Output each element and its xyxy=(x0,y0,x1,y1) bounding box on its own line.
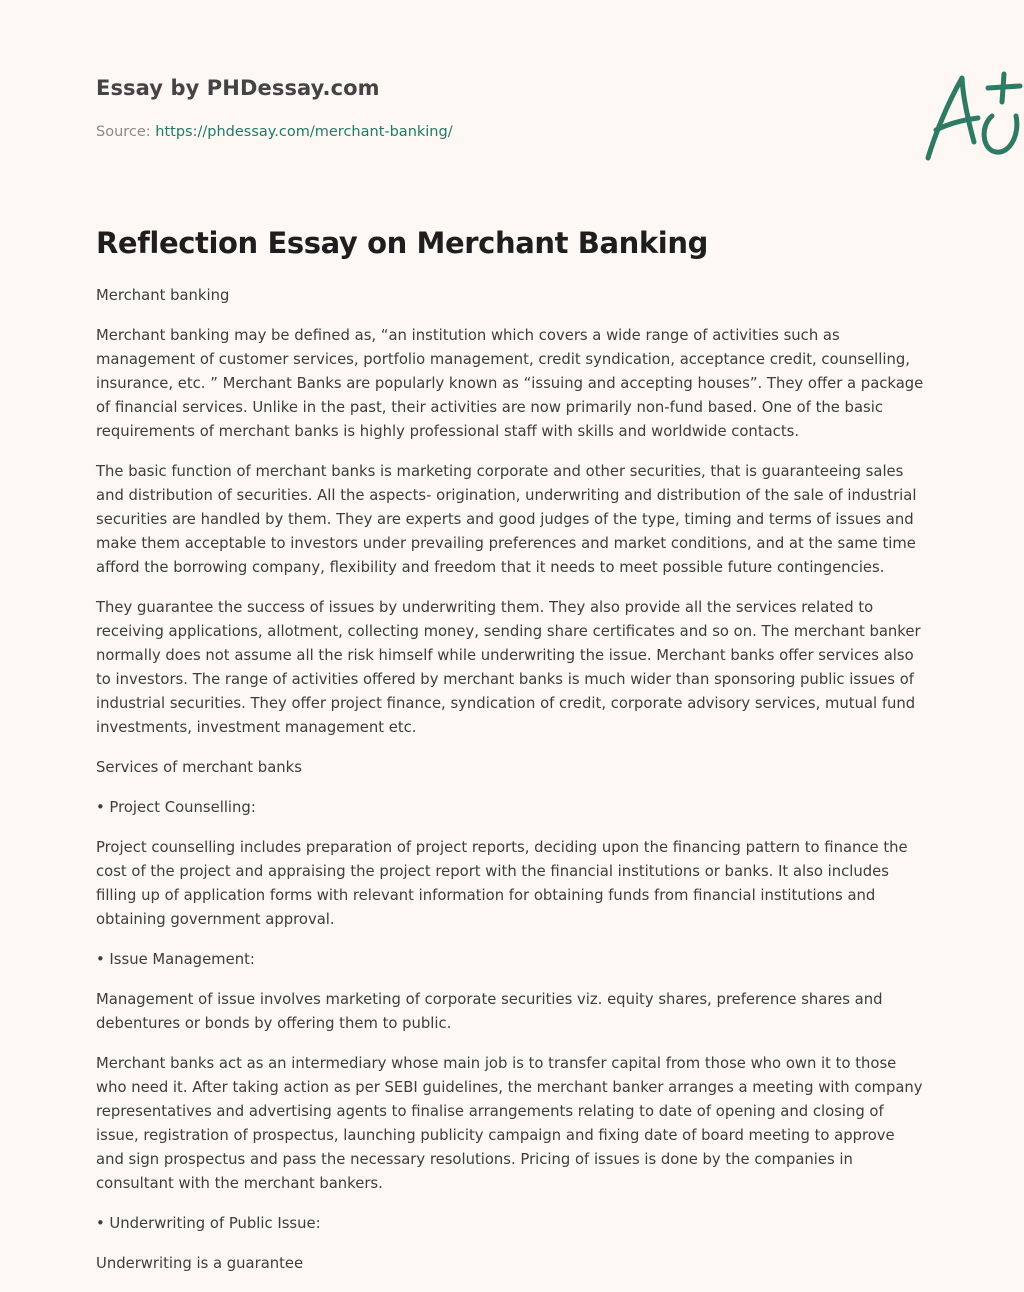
section-heading: Services of merchant banks xyxy=(96,759,302,776)
paragraph: Underwriting is a guarantee xyxy=(96,1255,304,1272)
source-line xyxy=(96,124,453,140)
source-label: Source: xyxy=(96,124,156,140)
paragraph: Merchant banking may be defined as, “an institution which covers a wide range of activities such as management of customer services, portfolio management, credit syndication, acceptance credit, counselling, insurance, etc. ” Merchant Banks are popularly known as “issuing and accepting houses”. They offer a package of financial services. Unlike in the past, their activities are now primarily non-fund based. One of the basic requirements of merchant banks is highly professional staff with skills and worldwide contacts. xyxy=(96,327,924,440)
site-brand: Essay by PHDessay.com xyxy=(96,76,380,100)
source-link[interactable]: https://phdessay.com/merchant-banking/ xyxy=(155,124,453,140)
paragraph: They guarantee the success of issues by underwriting them. They also provide all the services related to receiving applications, allotment, collecting money, sending share certificates and so on. The merchant banker normally does not assume all the risk himself while underwriting the issue. Merchant banks offer services also to investors. The range of activities offered by merchant banks is much wider than sponsoring public issues of industrial securities. They offer project finance, syndication of credit, corporate advisory services, mutual fund investments, investment management etc. xyxy=(96,599,921,736)
a-plus-grade-icon xyxy=(916,68,1024,164)
essay-body xyxy=(96,284,926,1292)
paragraph: Merchant banks act as an intermediary whose main job is to transfer capital from those who own it to those who need it. After taking action as per SEBI guidelines, the merchant banker arranges a meeting with company representatives and advertising agents to finalise arrangements relating to date of opening and closing of issue, registration of prospectus, launching publicity campaign and fixing date of board meeting to approve and sign prospectus and pass the necessary resolutions. Pricing of issues is done by the companies in consultant with the merchant bankers. xyxy=(96,1055,923,1192)
list-item-heading: • Project Counselling: xyxy=(96,799,256,816)
essay-title: Reflection Essay on Merchant Banking xyxy=(96,226,708,260)
list-item-heading: • Issue Management: xyxy=(96,951,255,968)
section-heading: Merchant banking xyxy=(96,287,230,304)
list-item-heading: • Underwriting of Public Issue: xyxy=(96,1215,321,1232)
paragraph: The basic function of merchant banks is marketing corporate and other securities, that is guaranteeing sales and distribution of securities. All the aspects- origination, underwriting and distribution of the sale of industrial securities are handled by them. They are experts and good judges of the type, timing and terms of issues and make them acceptable to investors under prevailing preferences and market conditions, and at the same time afford the borrowing company, flexibility and freedom that it needs to meet possible future contingencies. xyxy=(96,463,917,576)
paragraph: Management of issue involves marketing of corporate securities viz. equity shares, preference shares and debentures or bonds by offering them to public. xyxy=(96,991,883,1032)
paragraph: Project counselling includes preparation of project reports, deciding upon the financing pattern to finance the cost of the project and appraising the project report with the financial institutions or banks. It also includes filling up of application forms with relevant information for obtaining funds from financial institutions and obtaining government approval. xyxy=(96,839,908,928)
